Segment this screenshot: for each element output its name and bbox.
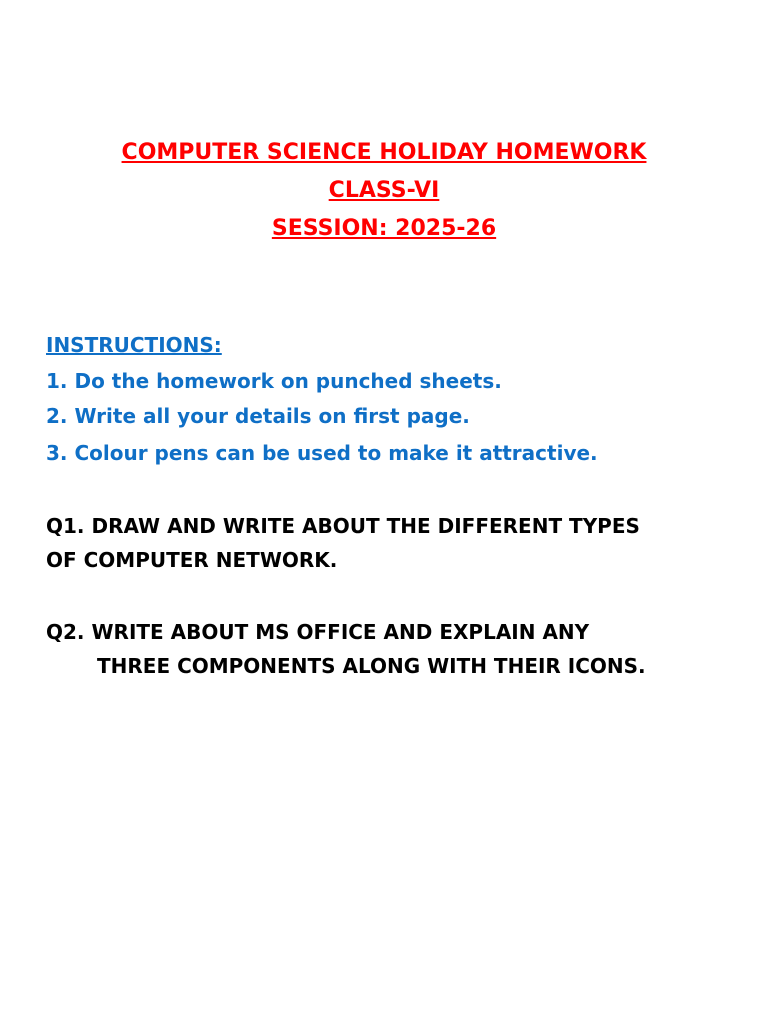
document-title: COMPUTER SCIENCE HOLIDAY HOMEWORK xyxy=(121,140,647,165)
instruction-item-2: 2. Write all your details on first page. xyxy=(46,404,470,428)
instructions-heading: INSTRUCTIONS: xyxy=(46,333,222,357)
instruction-item-1: 1. Do the homework on punched sheets. xyxy=(46,369,502,393)
question-2-line-2: THREE COMPONENTS ALONG WITH THEIR ICONS. xyxy=(97,654,646,678)
question-1-line-1: Q1. DRAW AND WRITE ABOUT THE DIFFERENT TYPES xyxy=(46,514,640,538)
question-2-line-1: Q2. WRITE ABOUT MS OFFICE AND EXPLAIN ANY xyxy=(46,620,590,644)
question-1-line-2: OF COMPUTER NETWORK. xyxy=(46,548,338,572)
instruction-item-3: 3. Colour pens can be used to make it attractive. xyxy=(46,441,598,465)
class-label: CLASS-VI xyxy=(328,178,440,203)
session-label: SESSION: 2025-26 xyxy=(271,216,497,241)
